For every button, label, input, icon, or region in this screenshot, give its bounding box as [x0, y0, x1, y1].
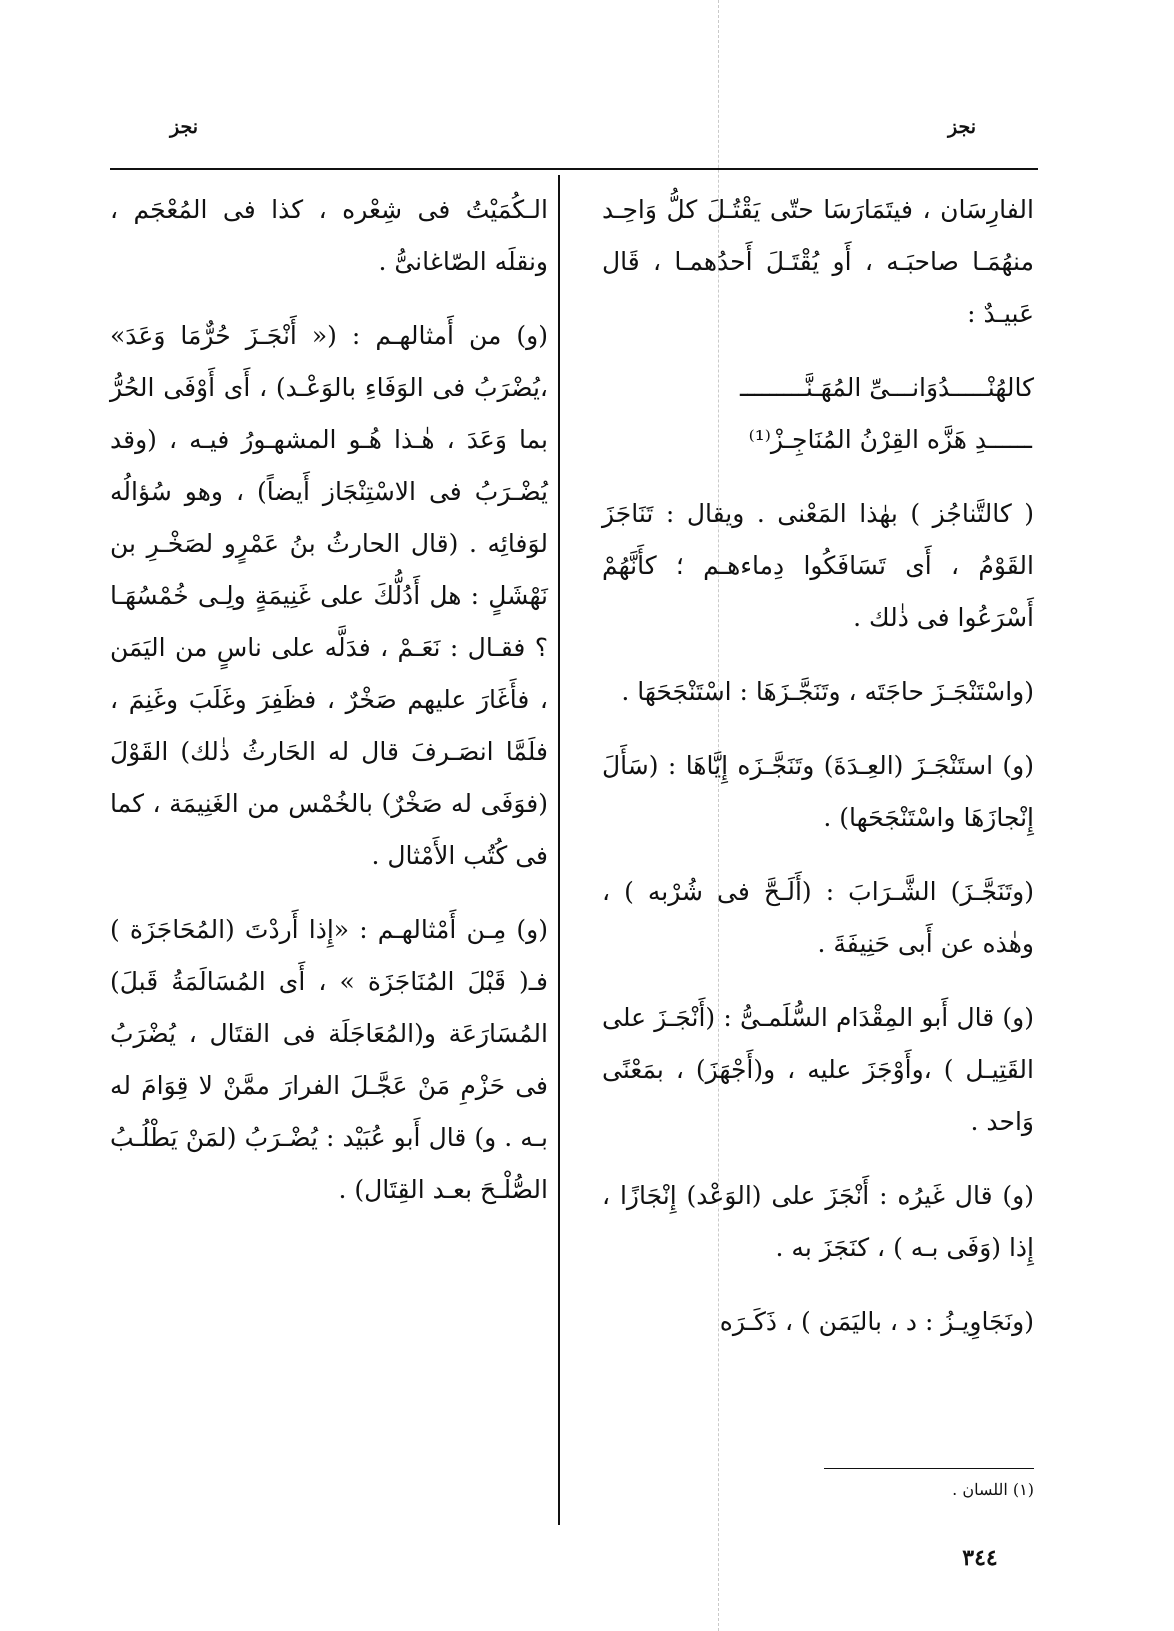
running-head-left: نجز	[170, 116, 199, 138]
left-column	[110, 184, 548, 1238]
verse-quote	[602, 362, 1034, 466]
left-paragraph-1: الـكُمَيْتُ فى شِعْره ، كذا فى المُعْجَم ، ونقلَه الصّاغانىُّ .	[110, 195, 548, 276]
right-paragraph-2: ( كالتَّناجُز ) بهٰذا المَعْنى . ويقال : تَنَاجَزَ القَوْمُ ، أَى تَسَافَكُوا دِماءهـم ؛ كأَنَّهُمْ أَسْرَعُوا فى ذٰلك .	[602, 499, 1034, 632]
verse-line-1: كالهُنْـــــدُوَانـــىِّ المُهَـنَّـــــــــ	[739, 373, 1034, 402]
right-paragraph-7: (و) قال غَيرُه : أَنْجَزَ على (الوَعْد) إِنْجَازًا ، إِذا (وَفَى بـه ) ، كنَجَزَ به .	[602, 1181, 1034, 1262]
right-paragraph-6: (و) قال أَبو المِقْدَام السُّلَمـىُّ : (أَنْجَـزَ على القَتِيـل ) ،وأَوْجَزَ عليه ، و(أَجْهَزَ) ، بمَعْنًى وَاحد .	[602, 1003, 1034, 1136]
right-paragraph-4: (و) استَنْجَـزَ (العِـدَةَ) وتَنَجَّـزَه إِيَّاهَا : (سَأَلَ إِنْجازَهَا واسْتَنْجَحَها) .	[602, 751, 1034, 832]
column-divider	[558, 175, 560, 1525]
page-number: ٣٤٤	[962, 1545, 998, 1571]
left-paragraph-2: (و) من أَمثالهـم : (« أَنْجَـزَ حُرٌّمَا وَعَدَ» ،يُضْرَبُ فى الوَفَاءِ بالوَعْـد) ، أَى أَوْفَى الحُرُّ بما وَعَدَ ، هٰـذا هُـو المشهـورُ فيـه ، (وقد يُضْـرَبُ فى الاسْتِنْجَاز أَيضاً) ، وهو سُؤالُه لوَفائِه . (قال الحارثُ بنُ عَمْرٍو لصَخْـرِ بن نَهْشَلٍ : هل أَدُلُّكَ على غَنِيمَةٍ ولِـى خُمْسُهَـا ؟ فقـال : نَعَـمْ ، فدَلَّه على ناسٍ من اليَمَن ، فأَغَارَ عليهم صَخْرٌ ، فظَفِرَ وغَلَبَ وغَنِمَ ، فلَمَّا انصَـرفَ قال له الحَارثُ ذٰلك) القَوْلَ (فوَفَى له صَخْرٌ) بالخُمْس من الغَنِيمَة ، كما فى كُتُب الأَمْثال .	[110, 321, 548, 870]
right-paragraph-1: الفارِسَان ، فيتَمَارَسَا حتّى يَقْتُـلَ كلُّ وَاحِـد منهُمَـا صاحبَـه ، أَو يُقْتَـلَ أَحدُهمـا ، قَال عَبيـدٌ :	[602, 195, 1034, 328]
left-paragraph-3: (و) مِـن أَمْثالهـم : «إِذا أَردْتَ (المُحَاجَزَة ) فـ( قَبْلَ المُنَاجَزَة » ، أَى المُسَالَمَةُ قَبلَ) المُسَارَعَة و(المُعَاجَلَة فى القتَال ، يُضْرَبُ فى حَزْمِ مَنْ عَجَّـلَ الفرارَ ممَّنْ لا قِوَامَ له بـه . و) قال أَبو عُبَيْد : يُضْـرَبُ (لمَنْ يَطْلُـبُ الصُّلْـحَ بعـد القِتَال) .	[110, 915, 548, 1204]
running-head-right: نجز	[948, 116, 977, 138]
verse-line-2: ــــــدِ هَزَّه القِرْنُ المُنَاجِـزْ⁽¹⁾	[748, 425, 1032, 454]
right-column	[602, 184, 1034, 1370]
right-paragraph-5: (وتَنَجَّـزَ) الشَّـرَابَ : (أَلَـحَّ فى شُرْبه ) ، وهٰذه عن أَبى حَنِيفَةَ .	[602, 877, 1034, 958]
footnote: (١) اللسان .	[952, 1480, 1034, 1499]
right-paragraph-3: (واسْتَنْجَـزَ حاجَتَه ، وتَنَجَّـزَهَا : اسْتَنْجَحَهَا .	[621, 677, 1034, 706]
footnote-rule	[824, 1468, 1034, 1469]
right-paragraph-8: (ونَجَاوِيـزُ : د ، باليَمَن ) ، ذَكَـرَه	[719, 1307, 1034, 1336]
header-rule	[110, 168, 1038, 170]
